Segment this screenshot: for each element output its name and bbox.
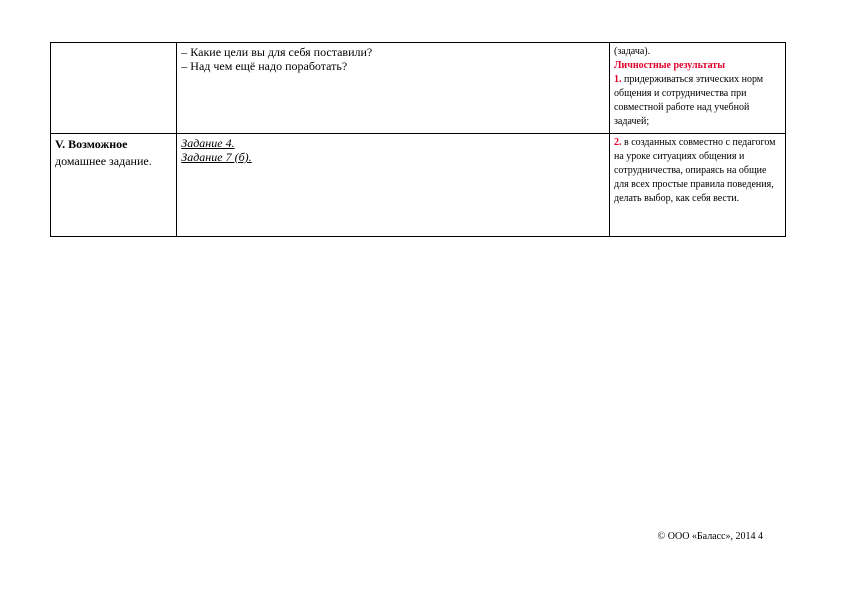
stage-number: V. xyxy=(55,137,66,151)
homework-task: Задание 4. xyxy=(181,136,235,150)
stage-title xyxy=(55,136,172,170)
reflection-question: – Над чем ещё надо поработать? xyxy=(181,59,348,73)
homework-task: Задание 7 (б). xyxy=(181,150,252,164)
results-item-number: 2. xyxy=(613,137,622,148)
results-item-text: придерживаться этических норм общения и сотрудничества при совместной работе над учебной задачей; xyxy=(613,74,764,127)
stage-name: Возможное xyxy=(65,137,128,151)
results-item-number: 1. xyxy=(613,74,622,85)
content-cell xyxy=(177,134,610,237)
reflection-question: – Какие цели вы для себя поставили? xyxy=(181,45,373,59)
results-item xyxy=(614,73,781,129)
lesson-plan-table xyxy=(50,42,786,237)
results-item xyxy=(614,136,781,206)
results-cell xyxy=(609,134,785,237)
stage-cell xyxy=(51,43,177,134)
table-row xyxy=(51,134,786,237)
copyright-footer: © ООО «Баласс», 2014 4 xyxy=(657,531,763,542)
results-item-text: в созданных совместно с педагогом на уроке ситуациях общения и сотрудничества, опираясь на общие для всех простые правила поведения, делать выбор, как себя вести. xyxy=(613,137,776,204)
results-heading: Личностные результаты xyxy=(613,60,726,71)
table-row xyxy=(51,43,786,134)
content-cell xyxy=(177,43,610,134)
stage-name-rest: домашнее задание. xyxy=(55,154,152,168)
stage-cell xyxy=(51,134,177,237)
results-cell xyxy=(609,43,785,134)
results-intro: (задача). xyxy=(613,46,651,57)
